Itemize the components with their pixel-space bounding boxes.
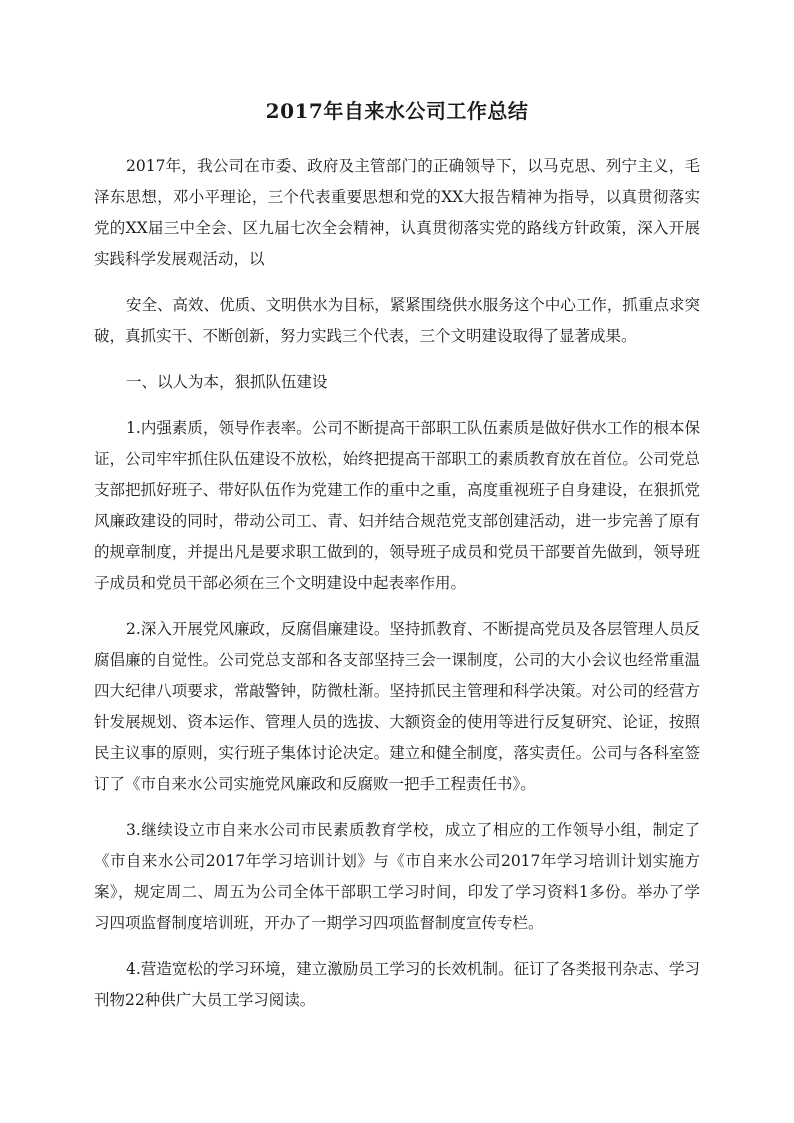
paragraph-item-1: 1.内强素质，领导作表率。公司不断提高干部职工队伍素质是做好供水工作的根本保证，公司牢牢抓住队伍建设不放松，始终把提高干部职工的素质教育放在首位。公司党总支部把抓好班子、带好队伍作为党建工作的重中之重，高度重视班子自身建设，在狠抓党风廉政建设的同时，带动公司工、青、妇并结合规范党支部创建活动，进一步完善了原有的规章制度，并提出凡是要求职工做到的，领导班子成员和党员干部要首先做到，领导班子成员和党员干部必须在三个文明建设中起表率作用。: [94, 419, 700, 592]
paragraph-item-4: 4.营造宽松的学习环境，建立激励员工学习的长效机制。征订了各类报刊杂志、学习刊物22种供广大员工学习阅读。: [94, 960, 700, 1009]
paragraph-intro: 2017年，我公司在市委、政府及主管部门的正确领导下，以马克思、列宁主义，毛泽东思想，邓小平理论，三个代表重要思想和党的XX大报告精神为指导，以真贯彻落实党的XX届三中全会、区九届七次全会精神，认真贯彻落实党的路线方针政策，深入开展实践科学发展观活动，以: [94, 157, 700, 268]
document-body: [94, 151, 700, 1031]
paragraph-goals: 安全、高效、优质、文明供水为目标，紧紧围绕供水服务这个中心工作，抓重点求突破，真抓实干、不断创新，努力实践三个代表，三个文明建设取得了显著成果。: [94, 296, 700, 345]
paragraph-item-2: 2.深入开展党风廉政，反腐倡廉建设。坚持抓教育、不断提高党员及各层管理人员反腐倡廉的自觉性。公司党总支部和各支部坚持三会一课制度，公司的大小会议也经常重温四大纪律八项要求，常敲警钟，防微杜渐。坚持抓民主管理和科学决策。对公司的经营方针发展规划、资本运作、管理人员的选拔、大额资金的使用等进行反复研究、论证，按照民主议事的原则，实行班子集体讨论决定。建立和健全制度，落实责任。公司与各科室签订了《市自来水公司实施党风廉政和反腐败一把手工程责任书》。: [94, 620, 700, 793]
document-title: 2017年自来水公司工作总结: [265, 99, 529, 123]
paragraph-item-3: 3.继续设立市自来水公司市民素质教育学校，成立了相应的工作领导小组，制定了《市自来水公司2017年学习培训计划》与《市自来水公司2017年学习培训计划实施方案》，规定周二、周五为公司全体干部职工学习时间，印发了学习资料1多份。举办了学习四项监督制度培训班，开办了一期学习四项监督制度宣传专栏。: [94, 821, 700, 932]
section-heading-1: 一、以人为本，狠抓队伍建设: [126, 373, 328, 391]
